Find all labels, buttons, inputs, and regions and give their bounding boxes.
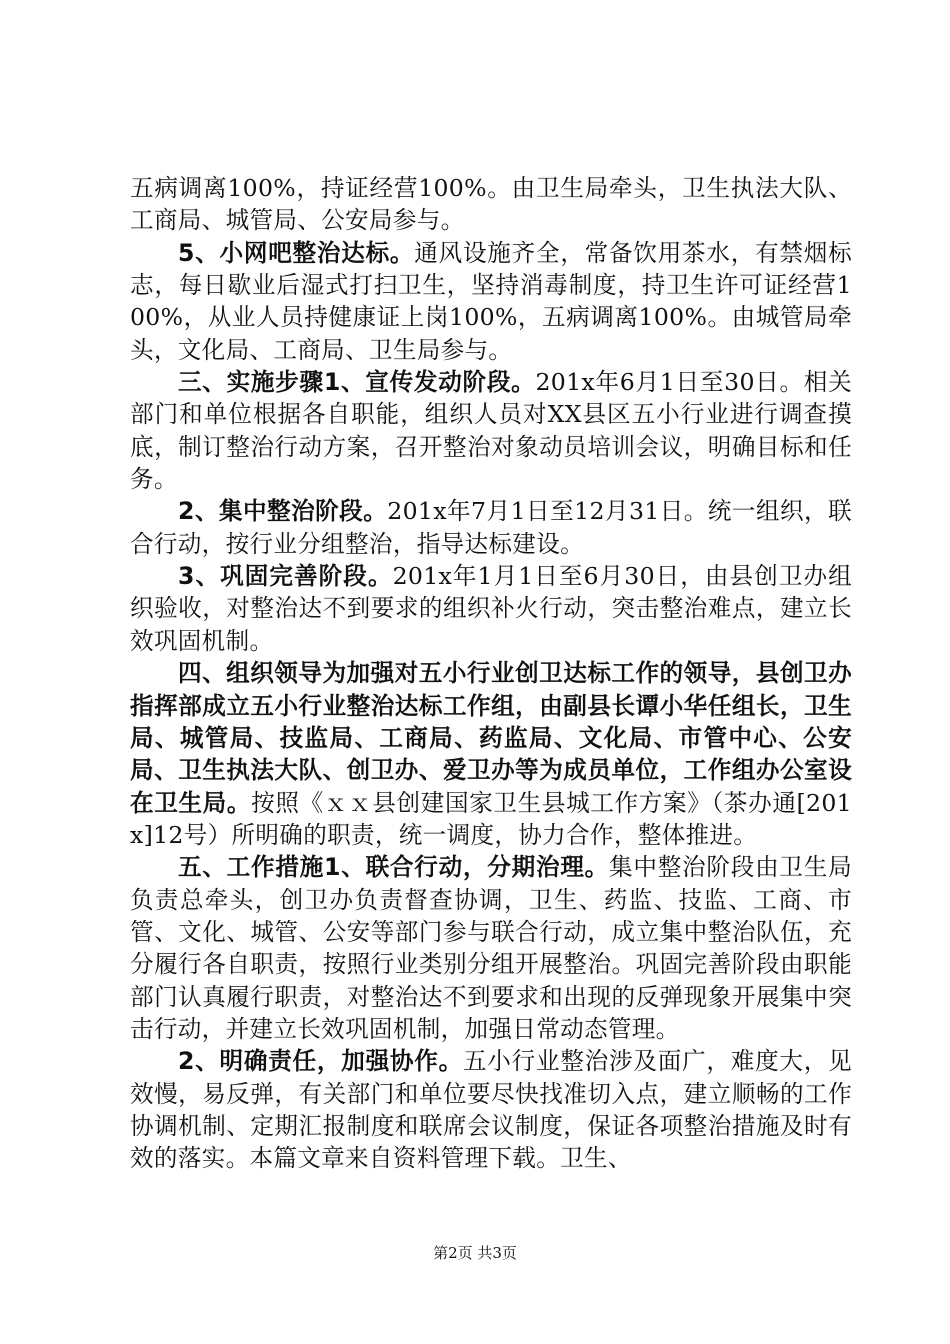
body-text: 按照《ｘｘ县创建国家卫生县城工作方案》（茶办通[201x]12号）所明确的职责，统一调度，协力合作，整体推进。	[130, 788, 852, 849]
body-text: 通风设施齐全，常备饮用茶水，有禁烟标志，每日歇业后湿式打扫卫生，坚持消毒制度，持卫生许可证经营100%，从业人员持健康证上岗100%，五病调离100%。由城管局牵头，文化局、工商局、卫生局参与。	[130, 238, 852, 364]
body-text: 五小行业整治涉及面广，难度大，见效慢，易反弹，有关部门和单位要尽快找准切入点，建立顺畅的工作协调机制、定期汇报制度和联席会议制度，保证各项整治措施及时有效的落实。本篇文章来自资料管理下载。卫生、	[130, 1047, 852, 1173]
page-footer: 第2页 共3页	[433, 1244, 517, 1262]
bold-heading-text: 5、小网吧整治达标。	[178, 238, 415, 267]
body-text: 集中整治阶段由卫生局负责总牵头，创卫办负责督查协调，卫生、药监、技监、工商、市管、文化、城管、公安等部门参与联合行动，成立集中整治队伍，充分履行各自职责，按照行业类别分组开展整治。巩固完善阶段由职能部门认真履行职责，对整治达不到要求和出现的反弹现象开展集中突击行动，并建立长效巩固机制，加强日常动态管理。	[130, 853, 852, 1043]
paragraph	[130, 172, 852, 237]
body-text: 五病调离100%，持证经营100%。由卫生局牵头，卫生执法大队、工商局、城管局、公安局参与。	[130, 174, 852, 235]
bold-heading-text: 3、巩固完善阶段。	[178, 562, 393, 591]
paragraph	[130, 851, 852, 1045]
document-body	[130, 172, 852, 1175]
bold-heading-text: 四、组织领导为加强对五小行业创卫达标工作的领导，县创卫办指挥部成立五小行业整治达标工作组，由副县长谭小华任组长，卫生局、城管局、技监局、工商局、药监局、文化局、市管中心、公安局、卫生执法大队、创卫办、爱卫办等为成员单位，工作组办公室设在卫生局。	[130, 659, 852, 817]
body-text: 201x年7月1日至12月31日。统一组织，联合行动，按行业分组整治，指导达标建设。	[130, 497, 852, 558]
body-text: 201x年6月1日至30日。相关部门和单位根据各自职能，组织人员对XX县区五小行业进行调查摸底，制订整治行动方案，召开整治对象动员培训会议，明确目标和任务。	[130, 368, 852, 494]
paragraph	[130, 560, 852, 657]
paragraph	[130, 1045, 852, 1174]
paragraph	[130, 366, 852, 495]
bold-heading-text: 2、集中整治阶段。	[178, 497, 388, 526]
bold-heading-text: 三、实施步骤1、宣传发动阶段。	[178, 368, 536, 397]
bold-heading-text: 五、工作措施1、联合行动，分期治理。	[178, 853, 610, 882]
paragraph	[130, 237, 852, 366]
bold-heading-text: 2、明确责任，加强协作。	[178, 1047, 463, 1076]
paragraph	[130, 495, 852, 560]
body-text: 201x年1月1日至6月30日，由县创卫办组织验收，对整治达不到要求的组织补火行动，突击整治难点，建立长效巩固机制。	[130, 562, 852, 655]
paragraph	[130, 657, 852, 851]
